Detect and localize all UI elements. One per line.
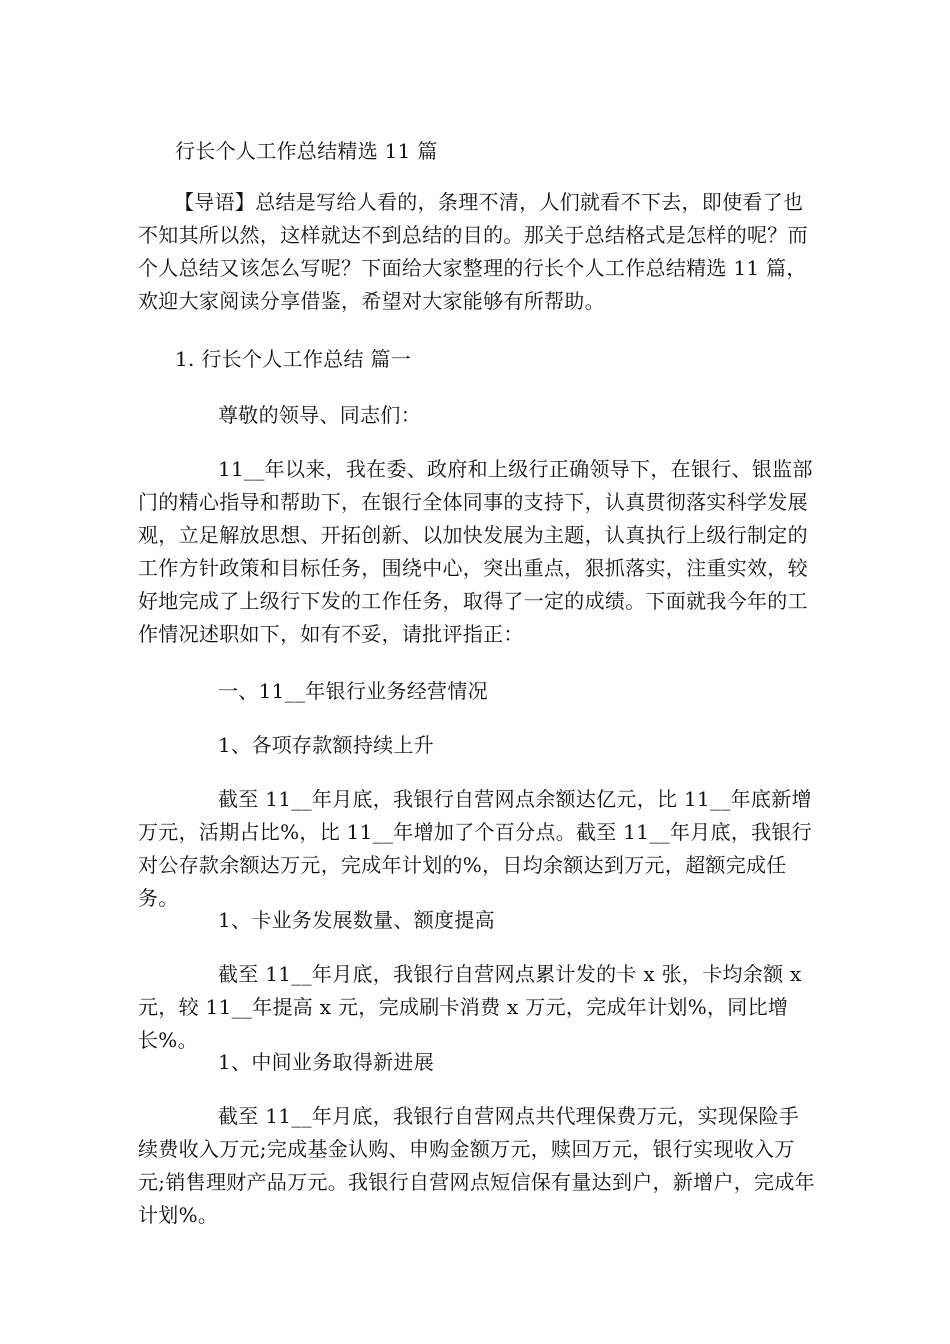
document-title: 行长个人工作总结精选 11 篇 [175, 139, 438, 163]
subheading-business: 一、11__年银行业务经营情况 [218, 679, 488, 703]
intro-paragraph: 【导语】总结是写给人看的，条理不清，人们就看不下去，即使看了也不知其所以然，这样就达不到总结的目的。那关于总结格式是怎样的呢？而个人总结又该怎么写呢？下面给大家整理的行长个人工作总结精选 11 篇，欢迎大家阅读分享借鉴，希望对大家能够有所帮助。 [138, 190, 808, 313]
body-paragraph-2: 截至 11__年月底，我银行自营网点余额达亿元，比 11__年底新增万元，活期占比%，比 11__年增加了个百分点。截至 11__年月底，我银行对公存款余额达万元，完成年计划的%，日均余额达到万元，超额完成任务。 [138, 787, 813, 910]
subheading-intermediate: 1、中间业务取得新进展 [218, 1050, 435, 1074]
body-paragraph-1: 11__年以来，我在委、政府和上级行正确领导下，在银行、银监部门的精心指导和帮助下，在银行全体同事的支持下，认真贯彻落实科学发展观，立足解放思想、开拓创新、以加快发展为主题，认真执行上级行制定的工作方针政策和目标任务，围绕中心，突出重点，狠抓落实，注重实效，较好地完成了上级行下发的工作任务，取得了一定的成绩。下面就我今年的工作情况述职如下，如有不妥，请批评指正： [138, 457, 813, 646]
body-paragraph-4: 截至 11__年月底，我银行自营网点共代理保费万元，实现保险手续费收入万元;完成基金认购、申购金额万元，赎回万元，银行实现收入万元;销售理财产品万元。我银行自营网点短信保有量达到户，新增户，完成年计划%。 [138, 1104, 815, 1227]
salutation: 尊敬的领导、同志们： [218, 403, 421, 427]
subheading-cards: 1、卡业务发展数量、额度提高 [218, 908, 495, 932]
section-heading: 1. 行长个人工作总结 篇一 [175, 347, 411, 371]
body-paragraph-3: 截至 11__年月底，我银行自营网点累计发的卡 x 张，卡均余额 x 元，较 11__年提高 x 元，完成刷卡消费 x 万元，完成年计划%，同比增长%。 [138, 962, 802, 1052]
subheading-deposits: 1、各项存款额持续上升 [218, 733, 435, 757]
